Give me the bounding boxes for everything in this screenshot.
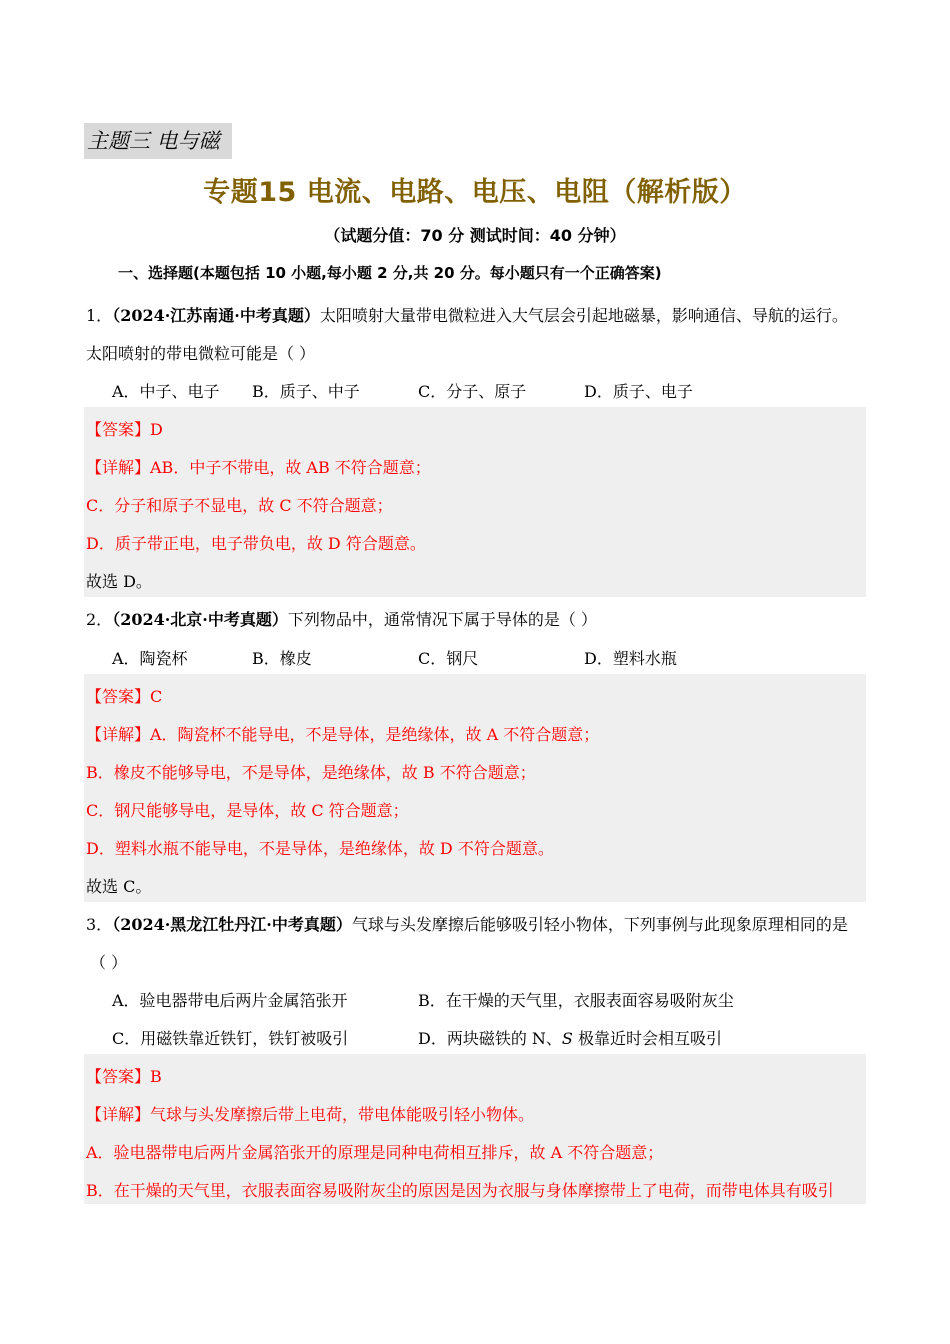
section-heading: 一、选择题(本题包括 10 小题,每小题 2 分,共 20 分。每小题只有一个正确答案) [118,264,662,282]
question-number: 2． [86,610,113,629]
question-source: （2024·黑龙江牡丹江·中考真题） [112,915,352,934]
q2-choose: 故选 C。 [86,877,152,896]
q3-option-c: C．用磁铁靠近铁钉，铁钉被吸引 [112,1029,349,1048]
page-title: 专题15 电流、电路、电压、电阻（解析版） [203,177,747,208]
q1-explain-line: D．质子带正电，电子带负电，故 D 符合题意。 [86,534,426,553]
option-text: 极靠近时会相互吸引 [572,1029,722,1048]
q1-explain-line: 【详解】AB．中子不带电，故 AB 不符合题意； [86,458,431,477]
q2-explain-line: 【详解】A．陶瓷杯不能导电，不是导体，是绝缘体，故 A 不符合题意； [86,725,600,744]
question-3-stem [86,912,848,935]
question-3-stem-cont: （ ） [90,953,128,972]
q1-option-c: C．分子、原子 [418,382,527,401]
question-source: （2024·江苏南通·中考真题） [112,306,320,325]
q3-explain-line: A．验电器带电后两片金属箔张开的原理是同种电荷相互排斥，故 A 不符合题意； [86,1143,664,1162]
q3-answer: 【答案】B [86,1067,162,1086]
q2-option-c: C．钢尺 [418,649,479,668]
exam-meta: （试题分值：70 分 测试时间：40 分钟） [324,226,626,245]
question-number: 1． [86,306,113,325]
question-text: 气球与头发摩擦后能够吸引轻小物体，下列事例与此现象原理相同的是 [351,915,848,934]
question-1-stem-cont: 太阳喷射的带电微粒可能是（ ） [86,344,316,363]
question-text: 太阳喷射大量带电微粒进入大气层会引起地磁暴，影响通信、导航的运行。 [319,306,848,325]
q2-option-d: D．塑料水瓶 [584,649,677,668]
q1-option-d: D．质子、电子 [584,382,693,401]
q2-explain-line: D．塑料水瓶不能导电，不是导体，是绝缘体，故 D 不符合题意。 [86,839,554,858]
q3-explain-line: B．在干燥的天气里，衣服表面容易吸附灰尘的原因是因为衣服与身体摩擦带上了电荷，而带电体具有吸引 [86,1181,834,1200]
question-2-stem [86,607,597,630]
question-text: 下列物品中，通常情况下属于导体的是（ ） [287,610,597,629]
q3-option-a: A．验电器带电后两片金属箔张开 [112,991,348,1010]
option-text: D．两块磁铁的 N、 [418,1029,562,1048]
q3-option-b: B．在干燥的天气里，衣服表面容易吸附灰尘 [418,991,734,1010]
option-text-italic: S [561,1029,573,1048]
q2-answer: 【答案】C [86,687,163,706]
q1-explain-line: C．分子和原子不显电，故 C 不符合题意； [86,496,393,515]
q2-explain-line: B．橡皮不能够导电，不是导体，是绝缘体，故 B 不符合题意； [86,763,536,782]
question-number: 3． [86,915,113,934]
q3-explain-line: 【详解】气球与头发摩擦后带上电荷，带电体能吸引轻小物体。 [86,1105,535,1124]
q3-option-d [418,1026,722,1049]
q2-explain-line: C．钢尺能够导电，是导体，故 C 符合题意； [86,801,409,820]
q2-option-a: A．陶瓷杯 [112,649,188,668]
question-1-stem [86,303,848,326]
question-source: （2024·北京·中考真题） [112,610,288,629]
q1-choose: 故选 D。 [86,572,152,591]
q2-solution-box [84,674,866,902]
q1-answer: 【答案】D [86,420,163,439]
q2-option-b: B．橡皮 [252,649,312,668]
q1-option-a: A．中子、电子 [112,382,220,401]
q1-option-b: B．质子、中子 [252,382,360,401]
theme-tag: 主题三 电与磁 [84,123,232,159]
